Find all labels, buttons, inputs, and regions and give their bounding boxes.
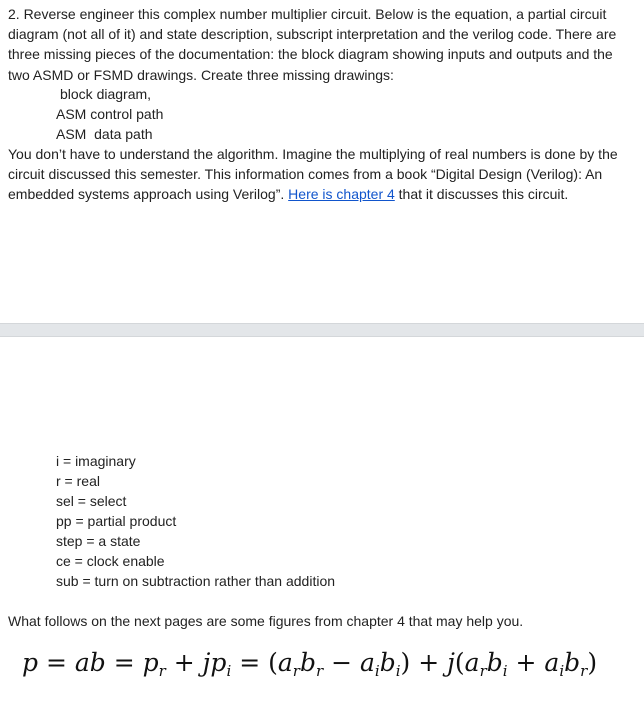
drawing-item-asm-control-path: ASM control path: [56, 106, 164, 122]
definition-item: r = real: [56, 473, 100, 489]
definition-item: sel = select: [56, 493, 127, 509]
complex-product-equation: p = ab = $p_r + jp_i = (a_rb_r - a_ib_i) + j(a_rb_i + a_ib_r)$: [22, 648, 598, 680]
chapter-4-link[interactable]: Here is chapter 4: [288, 186, 395, 203]
question-intro: 2. Reverse engineer this complex number multiplier circuit. Below is the equation, a partial circuit diagram (not all of it) and state description, subscript interpretation and the verilog code. There are three missing pieces of the documentation: the block diagram showing inputs and outputs and the two ASMD or FSMD drawings. Create three missing drawings:: [8, 6, 617, 83]
definition-item: pp = partial product: [56, 513, 177, 529]
note-text-tail: that it discusses this circuit.: [394, 186, 569, 203]
drawing-item-block-diagram: block diagram,: [60, 86, 152, 102]
definition-item: ce = clock enable: [56, 553, 165, 569]
page-break: [0, 323, 644, 337]
definition-item: sub = turn on subtraction rather than addition: [56, 573, 336, 589]
definition-item: i = imaginary: [56, 453, 136, 469]
drawing-item-asm-data-path: ASM data path: [56, 126, 153, 142]
follow-up-text: What follows on the next pages are some figures from chapter 4 that may help you.: [8, 613, 524, 629]
question-note: [8, 144, 636, 205]
definition-item: step = a state: [56, 533, 141, 549]
note-text: You don’t have to understand the algorithm. Imagine the multiplying of real numbers is done by the circuit discussed this semester. This information comes from a book “Digital Design (Verilog): An embedded systems approach using Verilog”.: [8, 146, 618, 203]
